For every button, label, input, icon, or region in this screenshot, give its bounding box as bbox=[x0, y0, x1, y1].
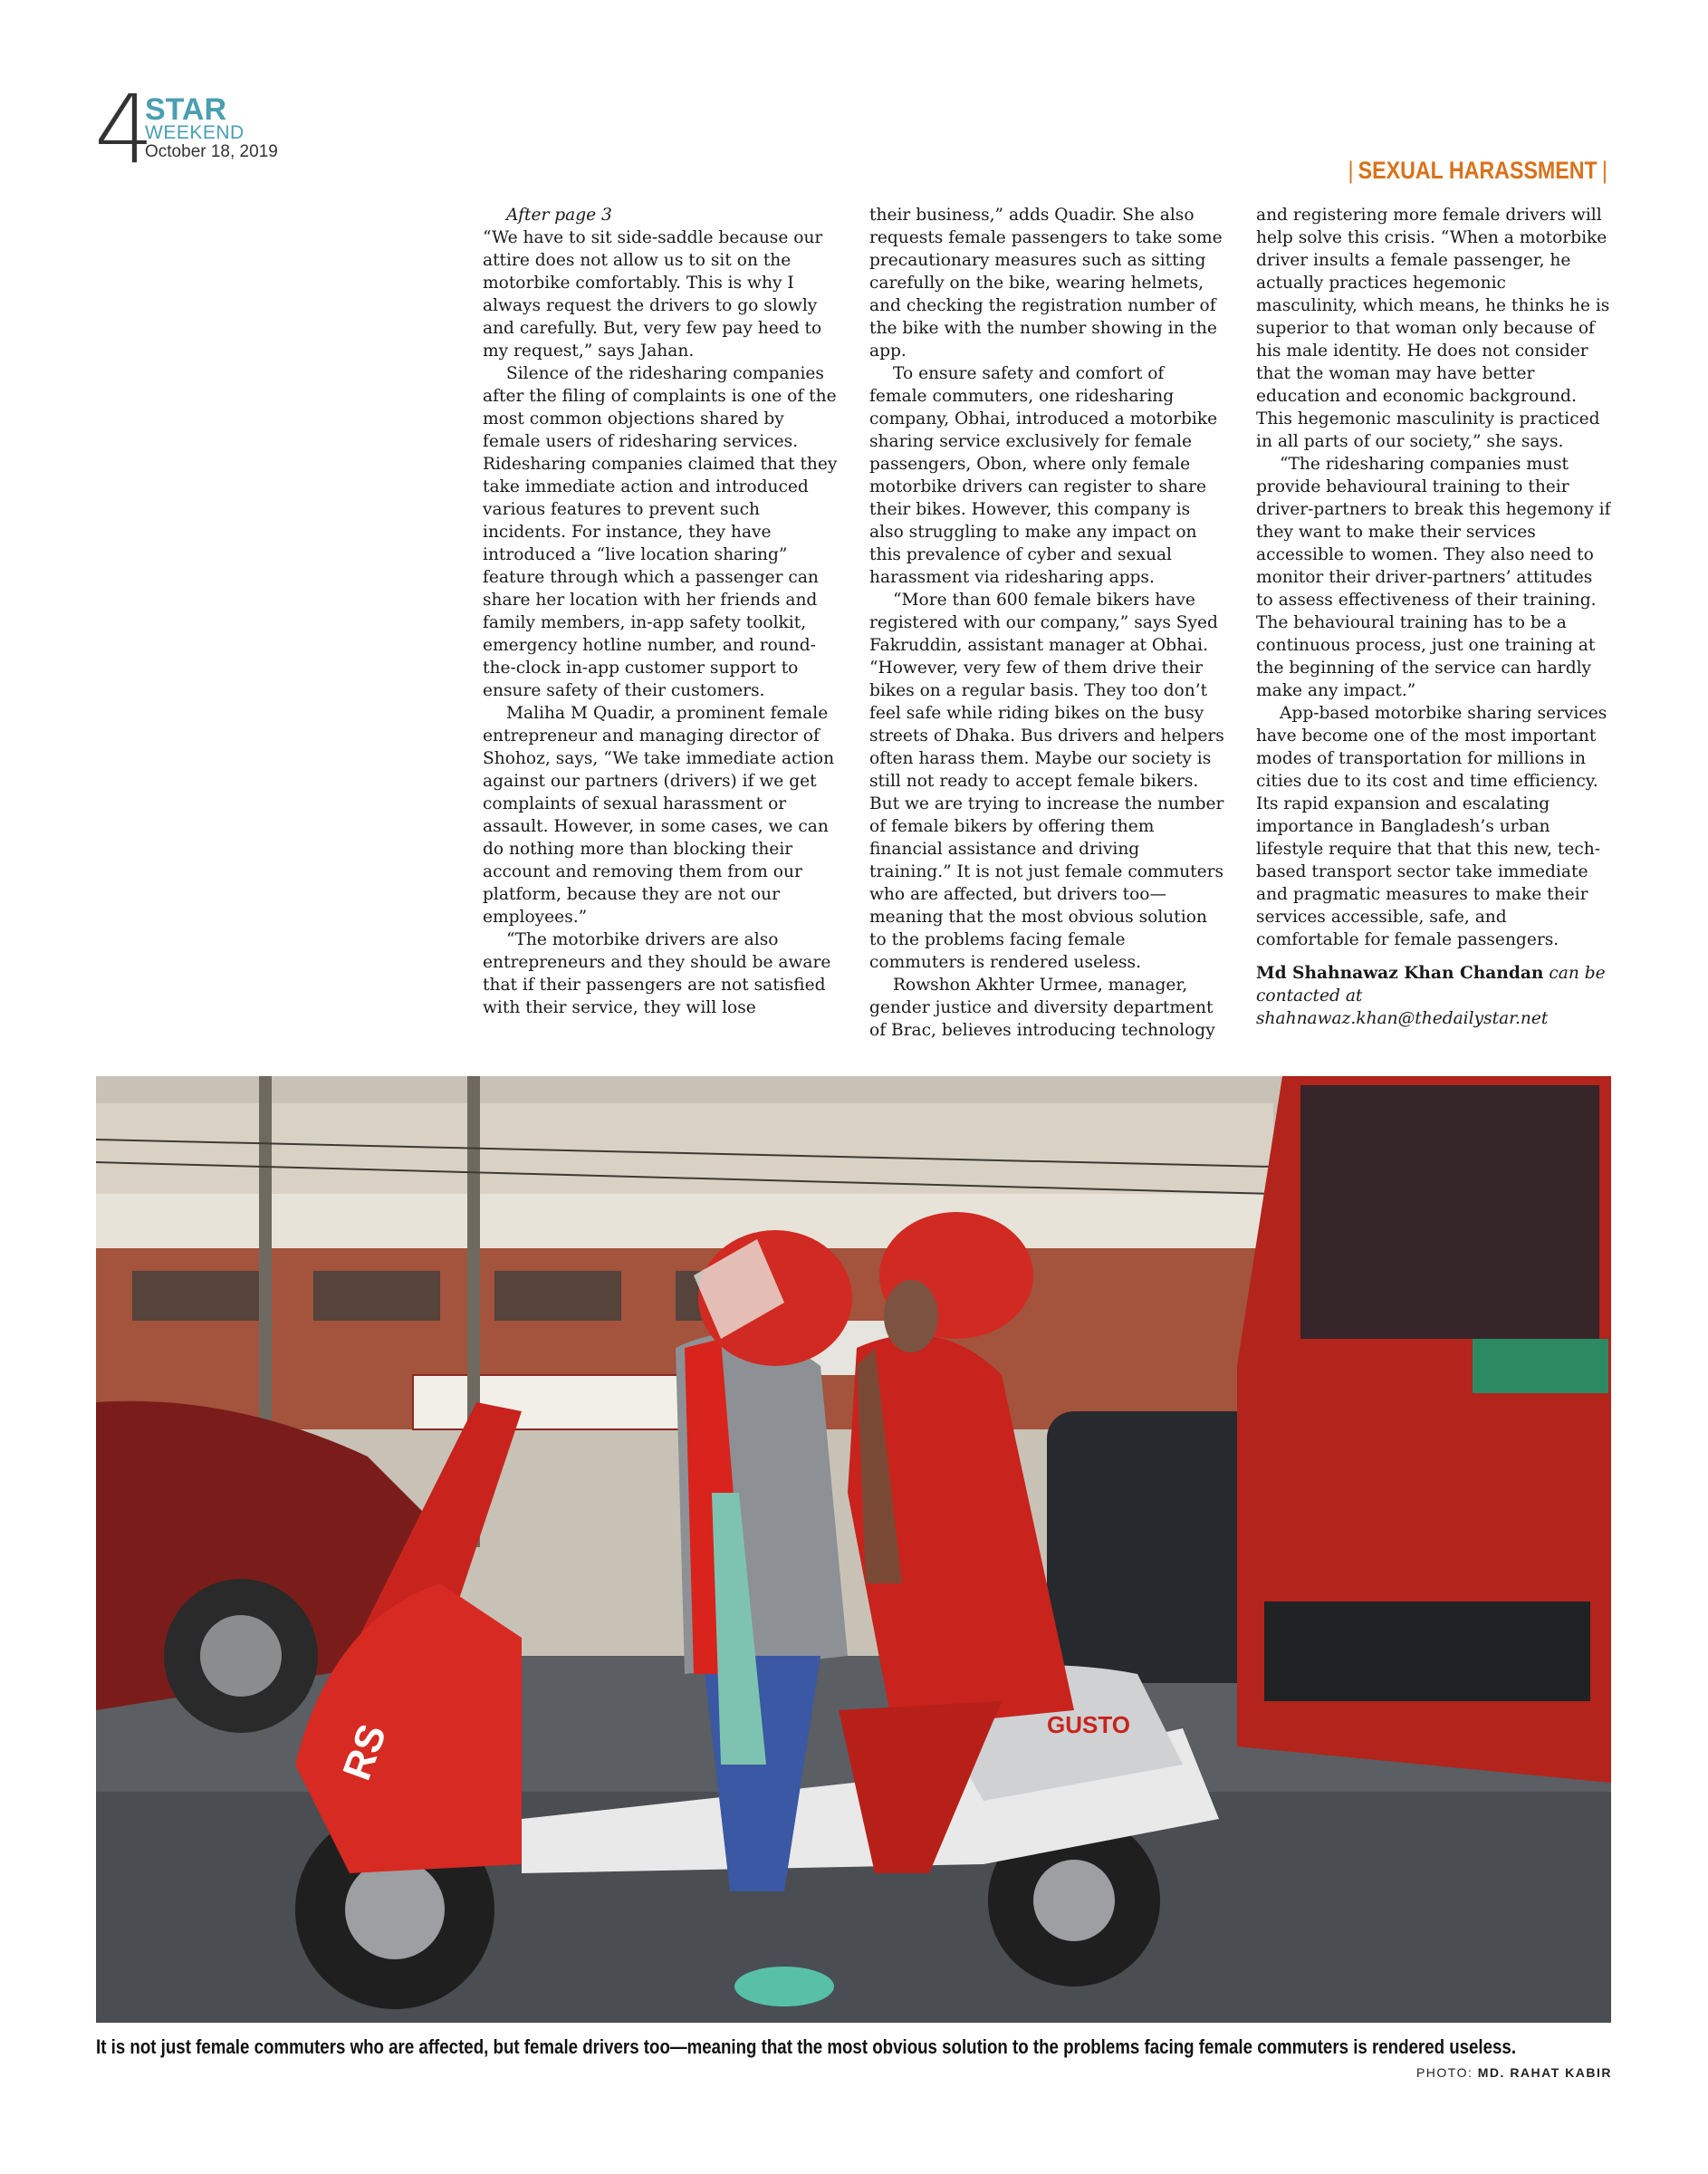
byline bbox=[1256, 962, 1611, 1030]
paragraph: To ensure safety and comfort of female commuters, one ridesharing company, Obhai, introduced a motorbike sharing service exclusively for female passengers, Obon, where only female motorbike drivers can register to share their bikes. However, this company is also struggling to make any impact on this prevalence of cyber and sexual harassment via ridesharing apps. bbox=[869, 364, 1218, 587]
scooter-brand-label: GUSTO bbox=[1047, 1711, 1130, 1738]
driver-shoe bbox=[734, 1967, 834, 2006]
article-column-1 bbox=[483, 204, 838, 1046]
photo-illustration bbox=[96, 1076, 1611, 2023]
building-band bbox=[96, 1194, 1273, 1248]
masthead bbox=[94, 74, 330, 185]
photo-credit bbox=[1416, 2065, 1612, 2080]
wheel-rim bbox=[200, 1615, 282, 1697]
window bbox=[132, 1271, 259, 1321]
continued-from: After page 3 bbox=[506, 206, 612, 225]
paragraph: “More than 600 female bikers have registered with our company,” says Syed Fakruddin, assistant manager at Obhai. “However, very few of them drive their bikes on a regular basis. They too don’t feel safe while riding bikes on the busy streets of Dhaka. Bus drivers and helpers often harass them. Maybe our society is still not ready to accept female bikers. But we are trying to increase the number of female bikers by offering them financial assistance and driving training.” It is not just female commuters who are affected, but drivers too—meaning that the most obvious solution to the problems facing female commuters is rendered useless. bbox=[869, 591, 1224, 972]
brand-star-logo: STAR bbox=[145, 92, 227, 127]
window bbox=[494, 1271, 621, 1321]
byline-contact: can be contacted at shahnawaz.khan@thedailystar.net bbox=[1256, 964, 1606, 1028]
paragraph: “The motorbike drivers are also entrepreneurs and they should be aware that if their passengers are not satisfied with their service, they will lose bbox=[483, 930, 831, 1017]
byline-author: Md Shahnawaz Khan Chandan bbox=[1256, 964, 1544, 983]
paragraph: Silence of the ridesharing companies after the filing of complaints is one of the most common objections shared by female users of ridesharing services. Ridesharing companies claimed that they take immediate action and introduced various features to prevent such incidents. For instance, they have introduced a “live location sharing” feature through which a passenger can share her location with her friends and family members, in-app safety toolkit, emergency hotline number, and round-the-clock in-app customer support to ensure safety of their customers. bbox=[483, 364, 838, 700]
paragraph: App-based motorbike sharing services have become one of the most important modes of transportation for millions in cities due to its cost and time efficiency. Its rapid expansion and escalating importance in Bangladesh’s urban lifestyle require that that this new, tech-based transport sector take immediate and pragmatic measures to make their services accessible, safe, and comfortable for female passengers. bbox=[1256, 704, 1607, 949]
bus-stripe bbox=[1473, 1339, 1608, 1393]
page-number: 4 bbox=[94, 74, 155, 185]
bus-bumper bbox=[1264, 1602, 1590, 1701]
issue-date: October 18, 2019 bbox=[145, 142, 278, 161]
paragraph: “We have to sit side-saddle because our attire does not allow us to sit on the motorbike comfortably. This is why I always request the drivers to go slowly and carefully. But, very few pay heed to my request,” says Jahan. bbox=[483, 228, 823, 361]
section-tag: | SEXUAL HARASSMENT | bbox=[1348, 157, 1607, 184]
wheel-rim bbox=[1033, 1860, 1115, 1941]
window bbox=[313, 1271, 440, 1321]
article-column-3 bbox=[1256, 204, 1611, 1046]
article-column-2 bbox=[869, 204, 1224, 1046]
paragraph: “The ridesharing companies must provide behavioural training to their driver-partners to break this hegemony if they want to make their services accessible to women. They also need to monitor their driver-partners’ attitudes to assess effectiveness of their training. The behavioural training has to be a continuous process, just one training at the beginning of the service can hardly make any impact.” bbox=[1256, 455, 1611, 700]
paragraph: their business,” adds Quadir. She also requests female passengers to take some precautionary measures such as sitting carefully on the bike, wearing helmets, and checking the registration number of the bike with the number showing in the app. bbox=[869, 206, 1223, 361]
passenger-face bbox=[884, 1280, 938, 1352]
scooter-model-label: RS bbox=[334, 1718, 396, 1786]
paragraph: Rowshon Akhter Urmee, manager, gender justice and diversity department of Brac, believes introducing technology bbox=[869, 976, 1215, 1040]
wheel-rim bbox=[345, 1860, 445, 1959]
bus-windshield bbox=[1300, 1085, 1599, 1339]
section-title: SEXUAL HARASSMENT bbox=[1358, 157, 1598, 184]
photo-caption: It is not just female commuters who are affected, but female drivers too—meaning that the most obvious solution to the problems facing female commuters is rendered useless. bbox=[96, 2035, 1517, 2058]
paragraph: Maliha M Quadir, a prominent female entrepreneur and managing director of Shohoz, says, “We take immediate action against our partners (drivers) if we get complaints of sexual harassment or assault. However, in some cases, we can do nothing more than blocking their account and removing them from our platform, because they are not our employees.” bbox=[483, 704, 835, 927]
photo-credit-name: MD. RAHAT KABIR bbox=[1477, 2065, 1612, 2080]
brand-weekend-logo: WEEKEND bbox=[145, 122, 245, 143]
article-photo bbox=[96, 1076, 1611, 2023]
paragraph: and registering more female drivers will help solve this crisis. “When a motorbike driver insults a female passenger, he actually practices hegemonic masculinity, which means, he thinks he is superior to that woman only because of his male identity. He does not consider that the woman may have better education and economic background. This hegemonic masculinity is practiced in all parts of our society,” she says. bbox=[1256, 206, 1610, 451]
photo-credit-label: PHOTO: bbox=[1415, 2065, 1473, 2080]
